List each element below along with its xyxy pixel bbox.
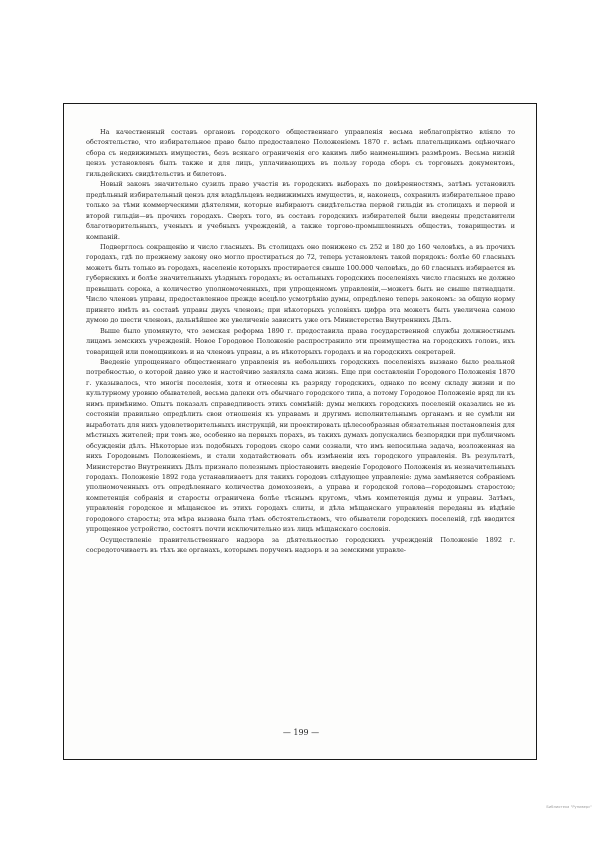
paragraph: На качественный составъ органовъ городского общественнаго управленія весьма неблагопріятно вліяло то обстоятельство, что избирательное право было предоставлено Положеніемъ 1870 г. всѣмъ плательщикамъ оцѣночнаго сбора съ недвижимыхъ имуществъ, безъ всякаго ограниченія его какимъ либо наименьшимъ размѣромъ. Весьма низкій цензъ установленъ былъ также и для лицъ, уплачивающихъ въ пользу города сборъ съ торговыхъ документовъ, гильдейскихъ свидѣтельствъ и билетовъ.: [86, 128, 515, 178]
paragraph: Подверглось сокращенію и число гласныхъ. Въ столицахъ оно понижено съ 252 и 180 до 160 человѣкъ, а въ прочихъ городахъ, гдѣ по прежнему закону оно могло простираться до 72, теперь установленъ такой порядокъ: болѣе 60 гласныхъ можетъ быть только въ городахъ, населеніе которыхъ простирается свыше 100.000 человѣкъ, до 60 гласныхъ избирается въ губернскихъ и болѣе значительныхъ уѣздныхъ городахъ; въ остальныхъ городскихъ поселеніяхъ число гласныхъ не должно превышать сорока, а количество уполномоченныхъ, при упрощенномъ управленіи,—можетъ быть не свыше пятнадцати. Число членовъ управы, предоставленное прежде всецѣло усмотрѣнію думы, опредѣлено теперь закономъ: за общую норму принято имѣть въ составѣ управы двухъ членовъ; при нѣкоторыхъ условіяхъ цифра эта можетъ быть увеличена самою думою до шести членовъ, дальнѣйшее же увеличеніе зависитъ уже отъ Министерства Внутреннихъ Дѣлъ.: [86, 242, 515, 325]
page-number: — 199 —: [282, 728, 320, 737]
library-watermark: Библиотека "Руниверс": [546, 805, 592, 809]
paragraph: Осуществленіе правительственнаго надзора за дѣятельностью городскихъ учрежденій Положеніе 1892 г. сосредоточиваетъ въ тѣхъ же органахъ, которымъ порученъ надзоръ и за земскими управле-: [86, 535, 515, 555]
paragraph: Выше было упомянуто, что земская реформа 1890 г. предоставила права государственной службы должностнымъ лицамъ земскихъ учрежденій. Новое Городовое Положеніе распространило эти преимущества на городскихъ головъ, ихъ товарищей или помощниковъ и на членовъ управы, а въ нѣкоторыхъ городахъ и на городскихъ секретарей.: [86, 326, 515, 356]
paragraph: Введеніе упрощеннаго общественнаго управленія въ небольшихъ городскихъ поселеніяхъ вызвано было реальной потребностью, о которой давно уже и настойчиво заявляла сама жизнь. Еще при составленіи Городового Положенія 1870 г. указывалось, что многія поселенія, хотя и отнесены къ разряду городскихъ, однако по всему складу жизни и по культурному уровню обывателей, весьма далеки отъ обычнаго городского типа, а потому Городовое Положеніе вряд ли къ нимъ примѣнимо. Опытъ показалъ справедливость этихъ сомнѣній: думы мелкихъ городскихъ поселеній оказались не въ состояніи правильно опредѣлить свои отношенія къ управамъ и другимъ исполнительнымъ органамъ и не сумѣли ни выработать для нихъ удовлетворительныхъ инструкцій, ни проектировать цѣлесообразныя обязательныя постановленія для мѣстныхъ жителей; при томъ же, особенно на первыхъ порахъ, въ такихъ думахъ допускались безпорядки при публичномъ обсужденіи дѣлъ. Нѣкоторые изъ подобныхъ городовъ скоро сами сознали, что имъ непосильна задача, возложенная на нихъ Городовымъ Положеніемъ, и стали ходатайствовать объ измѣненіи ихъ городского управленія. Въ результатѣ, Министерство Внутреннихъ Дѣлъ признало полезнымъ пріостановить введеніе Городового Положенія въ незначительныхъ городахъ. Положеніе 1892 года устанавливаетъ для такихъ городовъ слѣдующее управленіе: дума замѣняется собраніемъ уполномоченныхъ отъ опредѣленнаго количества домохозяевъ, а управа и городской голова—городовымъ старостою; компетенція собранія и старосты ограничена болѣе тѣснымъ кругомъ, чѣмъ компетенція думы и управы. Затѣмъ, управленія городское и мѣщанское въ этихъ городахъ слиты, и дѣла мѣщанскаго управленія переданы въ вѣдѣніе городового старосты; эта мѣра вызвана была тѣмъ обстоятельствомъ, что обыватели городскихъ поселеній, гдѣ вводится упрощенное устройство, состоятъ почти исключительно изъ лицъ мѣщанскаго сословія.: [86, 357, 515, 534]
body-text: [86, 127, 515, 556]
page-frame: [63, 103, 537, 760]
paragraph: Новый законъ значительно сузилъ право участія въ городскихъ выборахъ по довѣренностямъ, затѣмъ установилъ предѣльный избирательный цензъ для владѣльцевъ недвижимыхъ имуществъ, и, наконецъ, сохранилъ избирательное право только за тѣми коммерческими дѣятелями, которые выбираютъ свидѣтельства первой гильдіи въ столицахъ и первой и второй гильдіи—въ прочихъ городахъ. Сверхъ того, въ составъ городскихъ избирателей были введены представители благотворительныхъ, ученыхъ и учебныхъ учрежденій, а также торгово-промышленныхъ обществъ, товариществъ и компаній.: [86, 180, 515, 241]
